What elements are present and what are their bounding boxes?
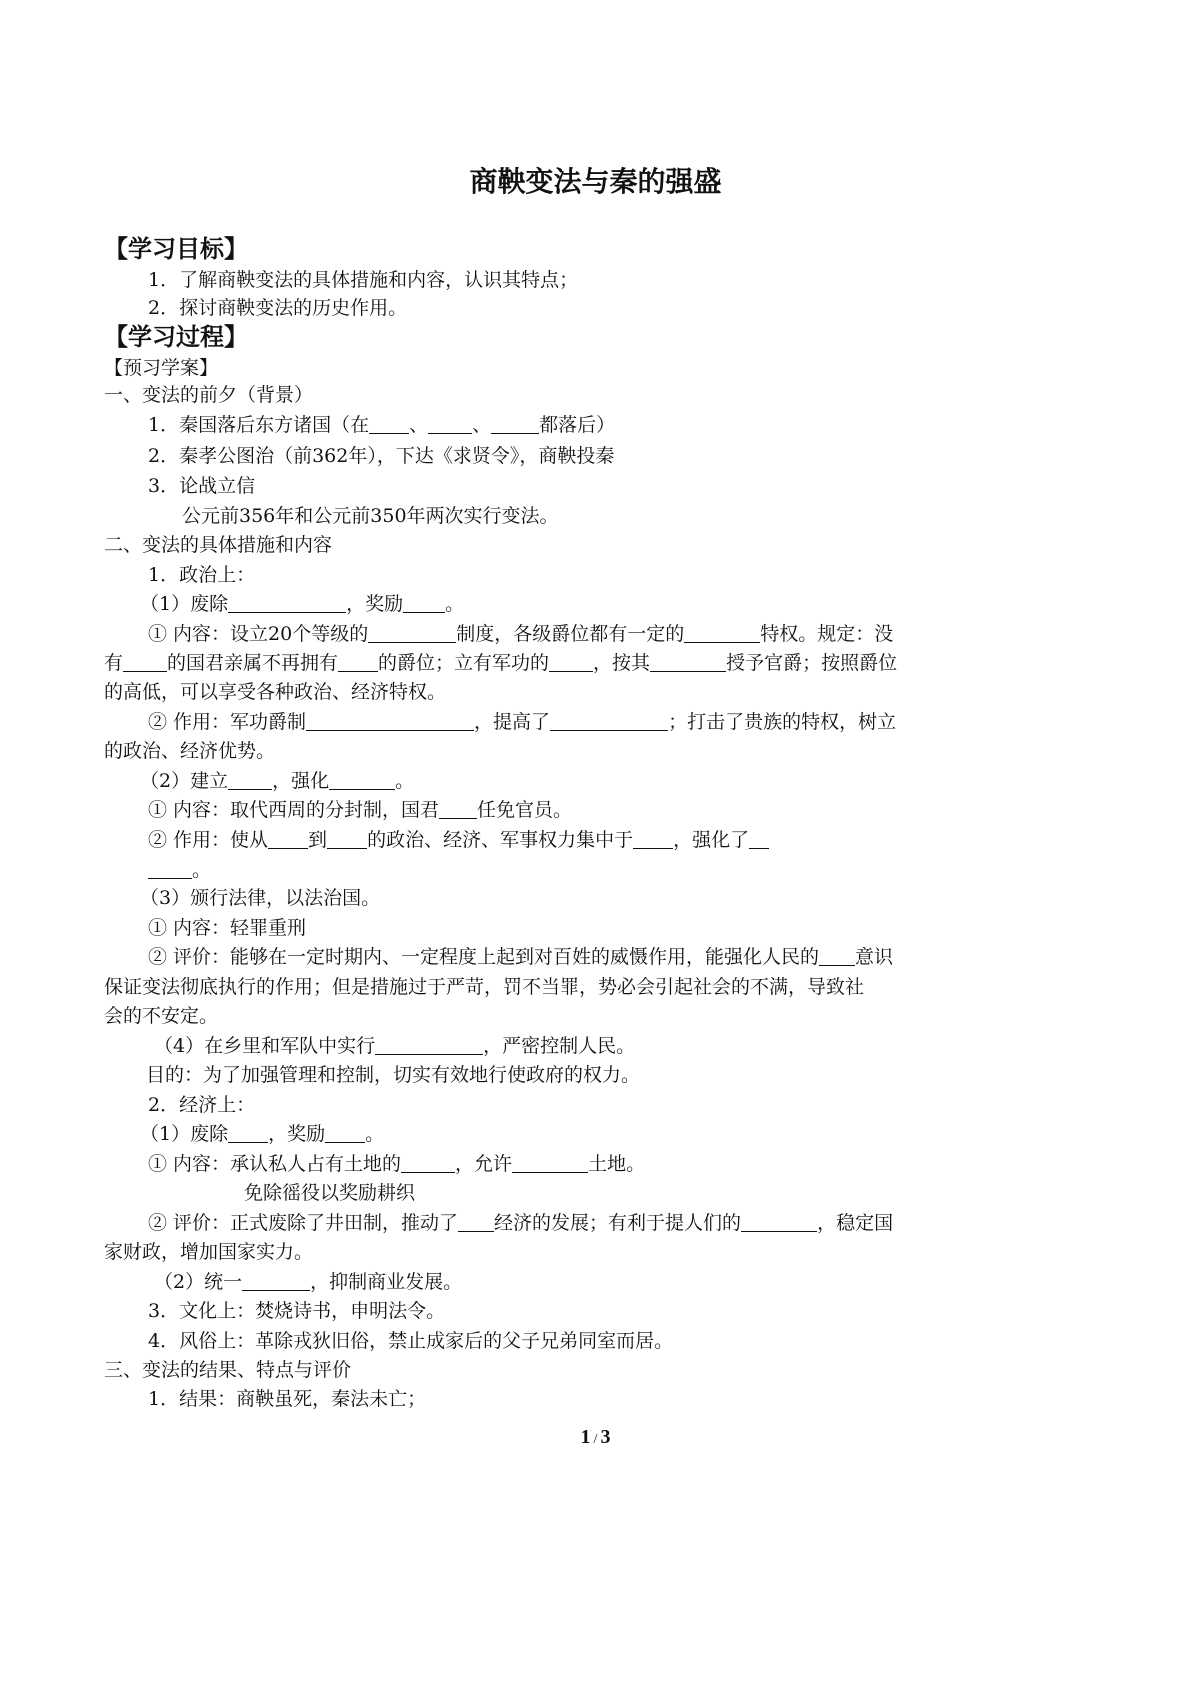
text: ，按其 [593, 652, 651, 674]
economic-p1-eval-line2: 家财政，增加国家实力。 [104, 1241, 314, 1263]
political-p2-effect-line2 [148, 856, 211, 884]
text: ② 评价：能够在一定时期内、一定程度上起到对百姓的威慑作用，能强化人民的 [148, 946, 820, 968]
text: 意识 [855, 946, 894, 968]
political-p3-content: ① 内容：轻罪重刑 [148, 917, 307, 939]
fill-blank[interactable] [148, 858, 192, 879]
objective-item: 2．探讨商鞅变法的历史作用。 [148, 297, 408, 319]
text: （2）统一 [154, 1271, 243, 1293]
page-separator: / [593, 1432, 598, 1447]
economic-p2 [154, 1268, 462, 1296]
part1-item3: 3．论战立信 [148, 475, 256, 497]
political-p3-eval-line2: 保证变法彻底执行的作用；但是措施过于严苛，罚不当罪，势必会引起社会的不满，导致社 [104, 976, 865, 998]
part1-item3-detail: 公元前356年和公元前350年两次实行变法。 [182, 505, 559, 527]
text: 经济的发展；有利于提人们的 [494, 1212, 742, 1234]
fill-blank[interactable] [439, 798, 477, 819]
fill-blank[interactable] [819, 945, 855, 966]
text: 有 [104, 652, 124, 674]
economic-p1-content-line2: 免除徭役以奖励耕织 [244, 1182, 416, 1204]
economic-p1 [140, 1120, 384, 1148]
political-p1 [140, 590, 464, 618]
text: 任免官员。 [477, 799, 573, 821]
document-title: 商鞅变法与秦的强盛 [469, 165, 722, 198]
part1-heading: 一、变法的前夕（背景） [104, 384, 314, 406]
text: ② 作用：军功爵制 [148, 711, 307, 733]
economic-heading: 2．经济上： [148, 1094, 256, 1116]
cultural-item: 3．文化上：焚烧诗书，申明法令。 [148, 1300, 446, 1322]
part3-heading: 三、变法的结果、特点与评价 [104, 1359, 352, 1381]
economic-p1-eval-line1 [148, 1209, 893, 1237]
text: ，允许 [455, 1153, 513, 1175]
total-pages: 3 [600, 1426, 611, 1448]
text: 制度，各级爵位都有一定的 [456, 623, 685, 645]
text: ，提高了 [474, 711, 551, 733]
preview-heading: 【预习学案】 [104, 357, 219, 379]
text: ，强化了 [673, 829, 750, 851]
text: 。 [395, 770, 415, 792]
fill-blank[interactable] [401, 1152, 455, 1173]
text: ，抑制商业发展。 [310, 1271, 463, 1293]
text: ，稳定国 [817, 1212, 894, 1234]
political-p3-eval-line1 [148, 943, 893, 971]
text: 的爵位；立有军功的 [378, 652, 550, 674]
process-heading: 【学习过程】 [104, 323, 248, 351]
text: 、 [472, 414, 492, 436]
text: ，奖励 [268, 1123, 326, 1145]
text: ② 评价：正式废除了井田制，推动了 [148, 1212, 459, 1234]
text: ，奖励 [346, 593, 404, 615]
fill-blank[interactable] [325, 1122, 365, 1143]
political-p1-effect-line2: 的政治、经济优势。 [104, 740, 276, 762]
text: 到 [308, 829, 328, 851]
text: （1）废除 [140, 593, 229, 615]
fill-blank[interactable] [549, 651, 593, 672]
text: ，强化 [272, 770, 330, 792]
text: 土地。 [588, 1153, 646, 1175]
text: （2）建立 [140, 770, 229, 792]
text: （4）在乡里和军队中实行 [154, 1035, 376, 1057]
political-p2-content [148, 796, 572, 824]
fill-blank[interactable] [403, 592, 445, 613]
fill-blank[interactable] [228, 1122, 268, 1143]
text: ① 内容：取代西周的分封制，国君 [148, 799, 440, 821]
fill-blank[interactable] [369, 413, 409, 434]
text: 都落后） [539, 414, 616, 436]
fill-blank[interactable] [228, 769, 272, 790]
part2-heading: 二、变法的具体措施和内容 [104, 534, 333, 556]
fill-blank[interactable] [684, 622, 760, 643]
political-heading: 1．政治上： [148, 564, 256, 586]
text: 、 [409, 414, 429, 436]
text: ② 作用：使从 [148, 829, 269, 851]
part3-result: 1．结果：商鞅虽死，秦法未亡； [148, 1388, 427, 1410]
text: ；打击了贵族的特权，树立 [668, 711, 897, 733]
text: ① 内容：设立20个等级的 [148, 623, 369, 645]
fill-blank[interactable] [375, 1034, 483, 1055]
text: （1）废除 [140, 1123, 229, 1145]
fill-blank[interactable] [268, 828, 308, 849]
text: ① 内容：承认私人占有土地的 [148, 1153, 402, 1175]
fill-blank[interactable] [242, 1270, 310, 1291]
political-p2 [140, 767, 414, 795]
political-p1-content-line2 [104, 649, 897, 677]
objectives-heading: 【学习目标】 [104, 235, 248, 263]
fill-blank[interactable] [228, 592, 346, 613]
political-p1-effect-line1 [148, 708, 896, 736]
objective-item: 1．了解商鞅变法的具体措施和内容，认识其特点； [148, 269, 579, 291]
fill-blank[interactable] [650, 651, 726, 672]
text: 。 [365, 1123, 385, 1145]
economic-p1-content [148, 1150, 645, 1178]
fill-blank[interactable] [491, 413, 539, 434]
fill-blank[interactable] [749, 828, 769, 849]
political-p4 [154, 1032, 635, 1060]
political-p1-content-line3: 的高低，可以享受各种政治、经济特权。 [104, 681, 447, 703]
fill-blank[interactable] [512, 1152, 588, 1173]
text: 授予官爵；按照爵位 [726, 652, 898, 674]
fill-blank[interactable] [338, 651, 378, 672]
text: 。 [445, 593, 465, 615]
fill-blank[interactable] [368, 622, 456, 643]
fill-blank[interactable] [633, 828, 673, 849]
text: ，严密控制人民。 [483, 1035, 636, 1057]
customs-item: 4．风俗上：革除戎狄旧俗，禁止成家后的父子兄弟同室而居。 [148, 1330, 674, 1352]
fill-blank[interactable] [741, 1211, 817, 1232]
fill-blank[interactable] [327, 828, 367, 849]
political-p3: （3）颁行法律，以法治国。 [140, 887, 381, 909]
page-number [0, 1426, 1191, 1449]
part1-item1 [148, 411, 615, 439]
political-p1-content-line1 [148, 620, 893, 648]
political-p4-purpose: 目的：为了加强管理和控制，切实有效地行使政府的权力。 [146, 1064, 641, 1086]
political-p3-eval-line3: 会的不安定。 [104, 1005, 219, 1027]
fill-blank[interactable] [329, 769, 395, 790]
fill-blank[interactable] [428, 413, 472, 434]
text: 。 [192, 859, 212, 881]
current-page: 1 [580, 1426, 591, 1448]
text: 特权。规定：没 [760, 623, 894, 645]
political-p2-effect-line1 [148, 826, 769, 854]
fill-blank[interactable] [123, 651, 167, 672]
fill-blank[interactable] [550, 710, 668, 731]
text: 1．秦国落后东方诸国（在 [148, 414, 370, 436]
text: 的国君亲属不再拥有 [167, 652, 339, 674]
fill-blank[interactable] [306, 710, 474, 731]
text: 的政治、经济、军事权力集中于 [367, 829, 634, 851]
fill-blank[interactable] [458, 1211, 494, 1232]
part1-item2: 2．秦孝公图治（前362年），下达《求贤令》，商鞅投秦 [148, 445, 615, 467]
